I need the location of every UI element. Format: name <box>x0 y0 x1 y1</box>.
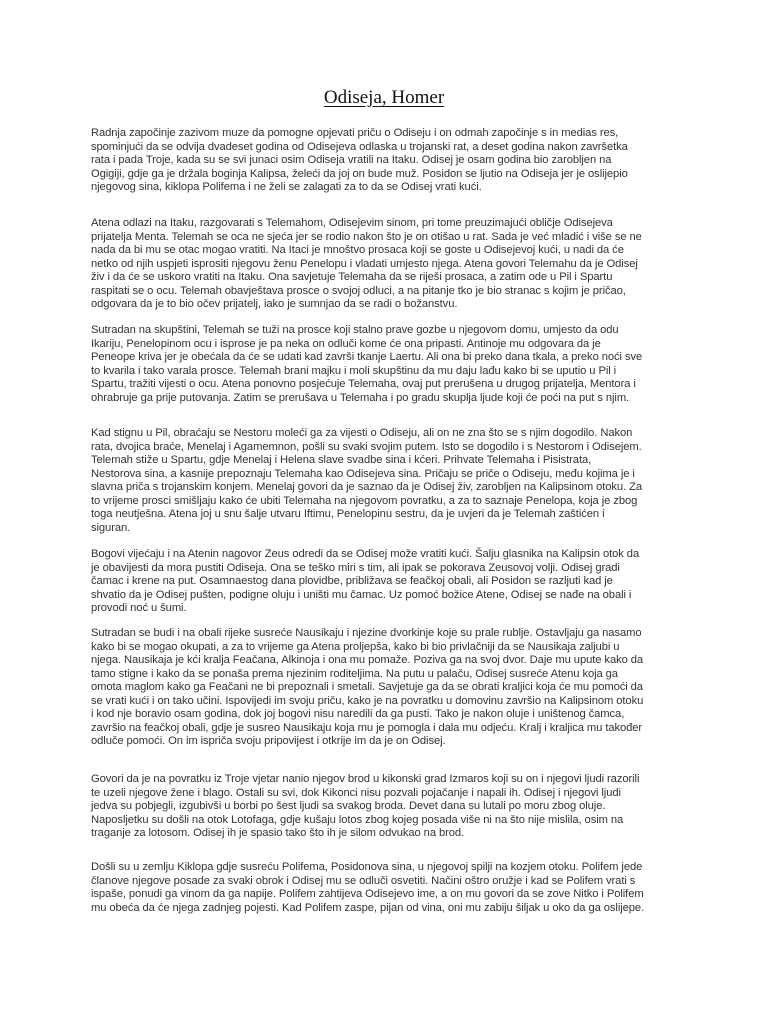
paragraph: Došli su u zemlju Kiklopa gdje susreću Polifema, Posidonova sina, u njegovoj spilji na kozjem otoku. Polifem jede članove njegove posade za svaki obrok i Odisej mu se odluči osvetiti. Načini oštro oružje i kad se Polifem vrati s ispaše, ponudi ga vinom da ga napije. Polifem zahtijeva Odisejevo ime, a on mu govori da se zove Nitko i Polifem mu obeća da će njega zadnjeg pojesti. Kad Polifem zaspe, pijan od vina, oni mu zabiju šiljak u oko da ga oslijepe. <box>91 861 645 914</box>
paragraph: Kad stignu u Pil, obraćaju se Nestoru moleći ga za vijesti o Odiseju, ali on ne zna što se s njim dogodilo. Nakon rata, dvojica braće, Menelaj i Agamemnon, pošli su svaki svojim putem. Isto se dogodilo i s Nestorom i Odisejem. Telemah stiže u Spartu, gdje Menelaj i Helena slave svadbe sina i kćeri. Prihvate Telemaha i Pisistrata, Nestorova sina, a kasnije prepoznaju Telemaha kao Odisejeva sina. Pričaju se priče o Odiseju, među kojima je i slavna priča s trojanskim konjem. Menelaj govori da je saznao da je Odisej živ, zarobljen na Kalipsinom otoku. Za to vrijeme prosci smišljaju kako će ubiti Telemaha na njegovom povratku, a za to saznaje Penelopa, koja je zbog toga neutješna. Atena joj u snu šalje utvaru Iftimu, Penelopinu sestru, da je uvjeri da je Telemah zaštićen i siguran. <box>91 427 643 534</box>
paragraph: Sutradan se budi i na obali rijeke susreće Nausikaju i njezine dvorkinje koje su prale rublje. Ostavljaju ga nasamo kako bi se mogao okupati, a za to vrijeme ga Atena proljepša, kako bi bio privlačniji da se Nausikaja zaljubi u njega. Nausikaja je kći kralja Feačana, Alkinoja i ona mu pomaže. Poziva ga na svoj dvor. Daje mu upute kako da tamo stigne i kako da se ponaša prema njezinim roditeljima. Na putu u palaču, Odisej susreće Atenu koja ga omota maglom kako ga Feačani ne bi prepoznali i smetali. Savjetuje ga da se obrati kraljici koja će mu pomoći da se vrati kući i on tako učini. Ispovijedi im svoju priču, kako je na povratku u domovinu završio na Kalipsinom otoku i kod nje boravio osam godina, dok joj bogovi nisu naredili da ga pusti. Tako je nakon oluje i uništenog čamca, završio na feačkoj obali, gdje je susreo Nausikaju koja mu je pomogla i dala mu odjeću. Kralj i kraljica mu također odluče pomoći. On im ispriča svoju pripovijest i otkrije im da je on Odisej. <box>91 627 644 748</box>
paragraph: Sutradan na skupštini, Telemah se tuži na prosce koji stalno prave gozbe u njegovom domu, umjesto da odu Ikariju, Penelopinom ocu i isprose je pa neka on odluči kome će ona pripasti. Antinoje mu odgovara da je Peneope kriva jer je obećala da će se udati kad završi tkanje Laertu. Ali ona bi preko dana tkala, a preko noći sve to kvarila i tako varala prosce. Telemah brani majku i moli skupštinu da mu daju lađu kako bi se uputio u Pil i Spartu, tražiti vijesti o ocu. Atena ponovno posjećuje Telemaha, ovaj put prerušena u drugog prijatelja, Mentora i ohrabruje ga prije putovanja. Zatim se prerušava u Telemaha i po gradu skuplja ljude koji će poći na put s njim. <box>91 324 643 404</box>
paragraph: Bogovi vijećaju i na Atenin nagovor Zeus odredi da se Odisej može vratiti kući. Šalju glasnika na Kalipsin otok da je obavijesti da mora pustiti Odiseja. Ona se teško miri s tim, ali ipak se pokorava Zeusovoj volji. Odisej gradi čamac i krene na put. Osamnaestog dana plovidbe, približava se feačkoj obali, ali Posidon se razljuti kad je shvatio da je Odisej pušten, podigne oluju i uništi mu čamac. Uz pomoć božice Atene, Odisej se nađe na obali i provodi noć u šumi. <box>91 548 640 615</box>
document-title: Odiseja, Homer <box>323 87 445 108</box>
paragraph: Govori da je na povratku iz Troje vjetar nanio njegov brod u kikonski grad Izmaros koji su on i njegovi ljudi razorili te uzeli njegove žene i blago. Ostali su svi, dok Kikonci nisu pozvali pojačanje i napali ih. Odisej i njegovi ljudi jedva su pobjegli, izgubivši u borbi po šest ljudi sa svakog broda. Devet dana su lutali po moru zbog oluje. Naposljetku su došli na otok Lotofaga, gdje kušaju lotos zbog kojeg posada više ni na što nije mislila, osim na traganje za lotosom. Odisej ih je spasio tako što ih je silom odvukao na brod. <box>91 773 640 840</box>
paragraph: Radnja započinje zazivom muze da pomogne opjevati priču o Odiseju i on odmah započinje s in medias res, spominjući da se odvija dvadeset godina od Odisejeva odlaska u trojanski rat, a deset godina nakon završetka rata i pada Troje, kada su se svi junaci osim Odiseja vratili na Itaku. Odisej je osam godina bio zarobljen na Ogigiji, gdje ga je držala boginja Kalipsa, želeći da joj on bude muž. Posidon se ljutio na Odiseja jer je oslijepio njegovog sina, kiklopa Polifema i ne želi se zalagati za to da se Odisej vrati kući. <box>91 127 628 194</box>
paragraph: Atena odlazi na Itaku, razgovarati s Telemahom, Odisejevim sinom, pri tome preuzimajući obličje Odisejeva prijatelja Menta. Telemah se oca ne sjeća jer se rodio nakon što je on otišao u rat. Sada je već mladić i više se ne nada da bi mu se otac mogao vratiti. Na Itaci je mnoštvo prosaca koji se goste u Odisejevoj kući, u nadi da će netko od njih uspjeti isprositi njegovu ženu Penelopu i vladati umjesto njega. Atena govori Telemahu da je Odisej živ i da će se uskoro vratiti na Itaku. Ona savjetuje Telemaha da se riješi prosaca, a zatim ode u Pil i Spartu raspitati se o ocu. Telemah obavještava prosce o svojoj odluci, a na pitanje tko je bio stranac s kojim je pričao, odgovara da je to bio očev prijatelj, iako je sumnjao da se radi o božanstvu. <box>91 217 642 311</box>
